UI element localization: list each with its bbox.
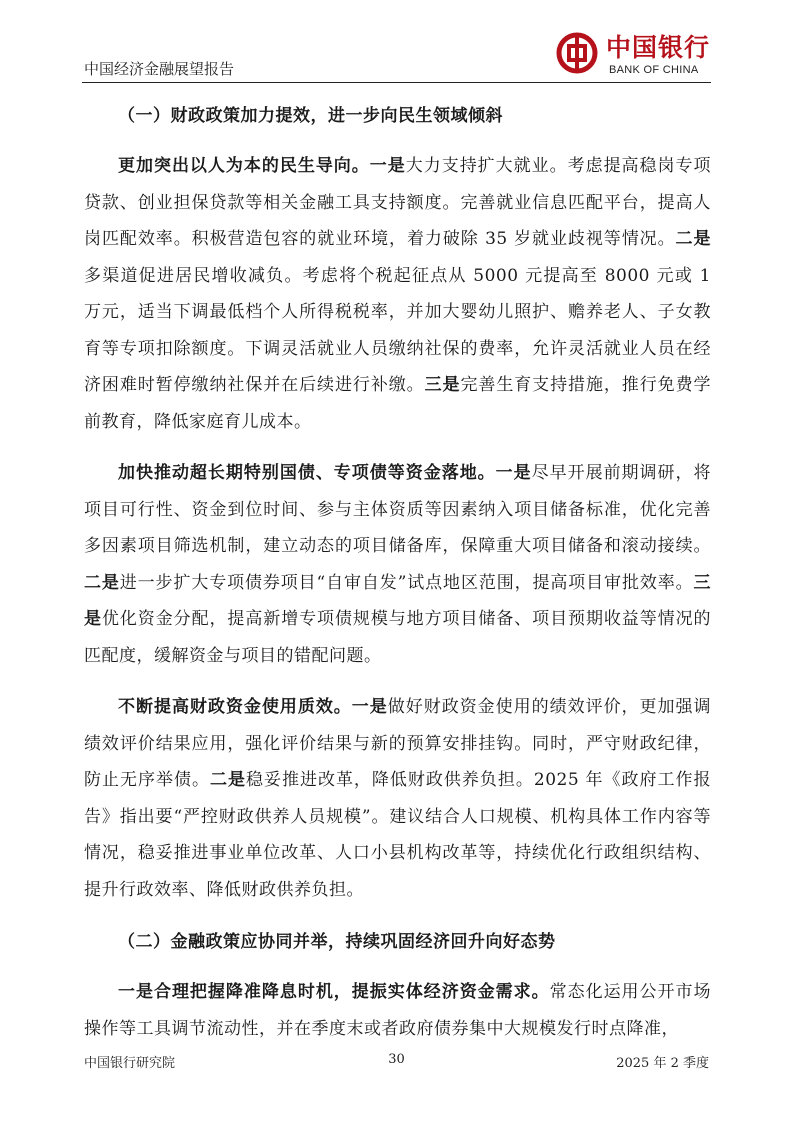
point-marker: 一是 (351, 697, 388, 717)
paragraph-rate-cuts (84, 974, 711, 1047)
paragraph-livelihood (84, 148, 711, 440)
point-text: 多渠道促进居民增收减负。考虑将个税起征点从 5000 元提高至 8000 元或 1 万元，适当下调最低档个人所得税税率，并加大婴幼儿照护、赡养老人、子女教育等专项扣除额度。下调灵活就业人员缴纳社保的费率，允许灵活就业人员在经济困难时暂停缴纳社保并在后续进行补缴。 (84, 265, 711, 395)
logo-english-text: BANK OF CHINA (609, 64, 699, 76)
header-divider (82, 82, 711, 83)
paragraph-lead: 一是合理把握降准降息时机，提振实体经济资金需求。 (118, 982, 550, 1002)
paragraph-fiscal-efficiency (84, 689, 711, 908)
point-text: 常态化运用公开市场操作等工具调节流动性，并在季度末或者政府债券集中大规模发行时点降准， (84, 982, 711, 1039)
report-title: 中国经济金融展望报告 (84, 60, 235, 78)
bank-of-china-logo-icon (556, 32, 598, 74)
section-heading-fiscal-policy: （一）财政政策加力提效，进一步向民生领域倾斜 (118, 106, 503, 126)
paragraph-bond-funds (84, 455, 711, 674)
point-text: 尽早开展前期调研，将项目可行性、资金到位时间、参与主体资质等因素纳入项目储备标准，优化完善多因素项目筛选机制，建立动态的项目储备库，保障重大项目储备和滚动接续。 (84, 463, 711, 556)
paragraph-lead: 不断提高财政资金使用质效。 (118, 697, 352, 717)
point-text: 大力支持扩大就业。考虑提高稳岗专项贷款、创业担保贷款等相关金融工具支持额度。完善就业信息匹配平台，提高人岗匹配效率。积极营造包容的就业环境，着力破除 35 岁就业歧视等情况。 (84, 156, 711, 249)
main-content (84, 102, 711, 1047)
page-number: 30 (388, 1052, 405, 1067)
paragraph-lead: 更加突出以人为本的民生导向。 (118, 156, 370, 176)
point-marker: 二是 (209, 770, 246, 790)
point-marker: 三是 (84, 572, 711, 629)
logo-chinese-text: 中国银行 (606, 33, 711, 62)
point-text: 做好财政资金使用的绩效评价，更加强调绩效评价结果应用，强化评价结果与新的预算安排挂钩。同时，严守财政纪律，防止无序举债。 (84, 697, 711, 790)
paragraph-lead: 加快推动超长期特别国债、专项债等资金落地。 (118, 463, 496, 483)
point-marker: 二是 (675, 229, 711, 249)
footer-period: 2025 年 2 季度 (616, 1056, 709, 1071)
section-heading-financial-policy: （二）金融政策应协同并举，持续巩固经济回升向好态势 (118, 932, 556, 952)
point-text: 优化资金分配，提高新增专项债规模与地方项目储备、项目预期收益等情况的匹配度，缓解资金与项目的错配问题。 (84, 609, 712, 666)
point-marker: 三是 (424, 375, 461, 395)
point-text: 进一步扩大专项债券项目“自审自发”试点地区范围，提高项目审批效率。 (119, 572, 694, 593)
point-marker: 一是 (495, 463, 532, 483)
footer-institute: 中国银行研究院 (84, 1056, 176, 1071)
point-text: 稳妥推进改革，降低财政供养负担。2025 年《政府工作报告》指出要“严控财政供养人员规模”。建议结合人口规模、机构具体工作内容等情况，稳妥推进事业单位改革、人口小县机构改革等，持续优化行政组织结构、提升行政效率、降低财政供养负担。 (84, 770, 712, 900)
point-text: 完善生育支持措施，推行免费学前教育，降低家庭育儿成本。 (84, 375, 712, 432)
point-marker: 一是 (369, 156, 406, 176)
point-marker: 二是 (84, 572, 120, 593)
bank-logo (556, 28, 716, 78)
